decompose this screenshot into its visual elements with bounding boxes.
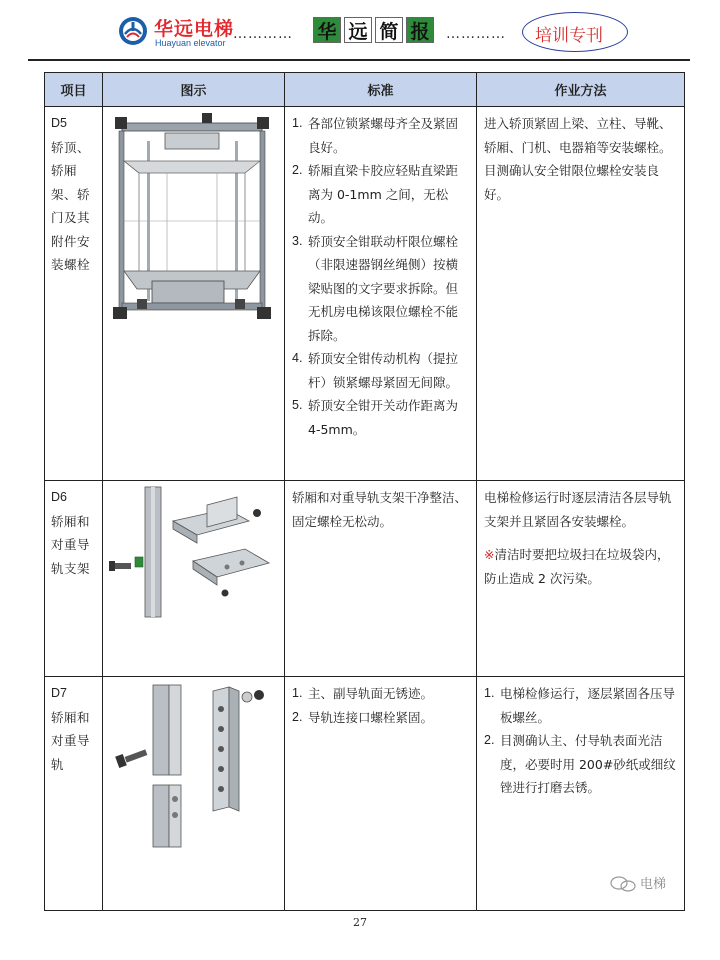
item-name: 轿厢和对重导轨支架 xyxy=(51,513,91,576)
method-list xyxy=(484,682,677,800)
header-dots-right: ………… xyxy=(446,26,506,42)
method-cell xyxy=(477,107,685,481)
list-item: 2. 轿厢直梁卡胶应轻贴直梁距离为 0-1mm 之间，无松动。 xyxy=(292,163,459,225)
figure-cell xyxy=(103,677,285,911)
header-standard: 标准 xyxy=(285,73,477,107)
list-item: 5. 轿顶安全钳开关动作距离为 4-5mm。 xyxy=(292,398,459,437)
item-cell xyxy=(45,481,103,677)
figure-cell xyxy=(103,481,285,677)
title-char-1: 华 xyxy=(313,17,341,43)
item-code: D7 xyxy=(51,686,67,700)
rail-bracket-illustration xyxy=(107,485,277,620)
method-text: 进入轿顶紧固上梁、立柱、导靴、轿厢、门机、电器箱等安装螺栓。目测确认安全钳限位螺栓安装良好。 xyxy=(484,116,672,202)
table-row xyxy=(45,677,685,911)
title-char-4: 报 xyxy=(406,17,434,43)
title-char-2: 远 xyxy=(344,17,372,43)
standard-cell xyxy=(285,481,477,677)
item-name: 轿厢和对重导轨 xyxy=(51,709,91,772)
list-item: 1. 各部位锁紧螺母齐全及紧固良好。 xyxy=(292,116,459,155)
brand-name-cn: 华远电梯 xyxy=(154,18,235,40)
item-name: 轿顶、轿厢架、轿门及其附件安装螺栓 xyxy=(51,139,91,272)
standard-list xyxy=(292,112,469,441)
standard-text: 轿厢和对重导轨支架干净整洁、固定螺栓无松动。 xyxy=(292,490,468,529)
table-row xyxy=(45,481,685,677)
list-item: 4. 轿顶安全钳传动机构（提拉杆）锁紧螺母紧固无间隙。 xyxy=(292,351,459,390)
title-char-3: 简 xyxy=(375,17,403,43)
maintenance-table xyxy=(44,72,685,911)
header-item: 项目 xyxy=(45,73,103,107)
list-item: 3. 轿顶安全钳联动杆限位螺栓（非限速器钢丝绳侧）按横梁贴图的文字要求拆除。但无机房电梯该限位螺栓不能拆除。 xyxy=(292,233,459,343)
standard-list xyxy=(292,682,469,729)
method-cell xyxy=(477,677,685,911)
header-dots-left: ………… xyxy=(233,26,293,42)
standard-cell xyxy=(285,107,477,481)
watermark-text: 电梯 xyxy=(639,876,666,892)
list-item: 2. 目测确认主、付导轨表面光洁度，必要时用 200#砂纸或细纹锉进行打磨去锈。 xyxy=(484,733,676,795)
figure-cell xyxy=(103,107,285,481)
standard-cell xyxy=(285,677,477,911)
table-row xyxy=(45,107,685,481)
header-method: 作业方法 xyxy=(477,73,685,107)
note-text: 清洁时要把垃圾扫在垃圾袋内，防止造成 2 次污染。 xyxy=(484,547,670,586)
cleaning-note xyxy=(484,543,677,590)
page-number: 27 xyxy=(353,916,367,929)
list-item: 1. 电梯检修运行，逐层紧固各压导板螺丝。 xyxy=(484,686,676,725)
table-header-row xyxy=(45,73,685,107)
company-logo-icon xyxy=(118,16,148,46)
note-mark: ※ xyxy=(484,547,495,562)
item-code: D5 xyxy=(51,116,67,130)
chat-bubble-icon xyxy=(610,876,636,892)
training-badge xyxy=(522,12,628,52)
car-frame-illustration xyxy=(107,111,277,326)
item-cell xyxy=(45,677,103,911)
list-item: 2. 导轨连接口螺栓紧固。 xyxy=(292,709,434,725)
watermark xyxy=(610,873,666,897)
list-item: 1. 主、副导轨面无锈迹。 xyxy=(292,686,434,701)
method-text: 电梯检修运行时逐层清洁各层导轨支架并且紧固各安装螺栓。 xyxy=(484,490,672,529)
method-cell xyxy=(477,481,685,677)
header-figure: 图示 xyxy=(103,73,285,107)
brand-name-en: Huayuan elevator xyxy=(155,38,226,48)
header-divider xyxy=(28,59,690,61)
item-cell xyxy=(45,107,103,481)
item-code: D6 xyxy=(51,490,67,504)
bulletin-title xyxy=(313,17,434,45)
badge-label: 培训专刊 xyxy=(535,26,603,46)
page-header xyxy=(0,0,720,58)
guide-rail-illustration xyxy=(107,681,277,851)
